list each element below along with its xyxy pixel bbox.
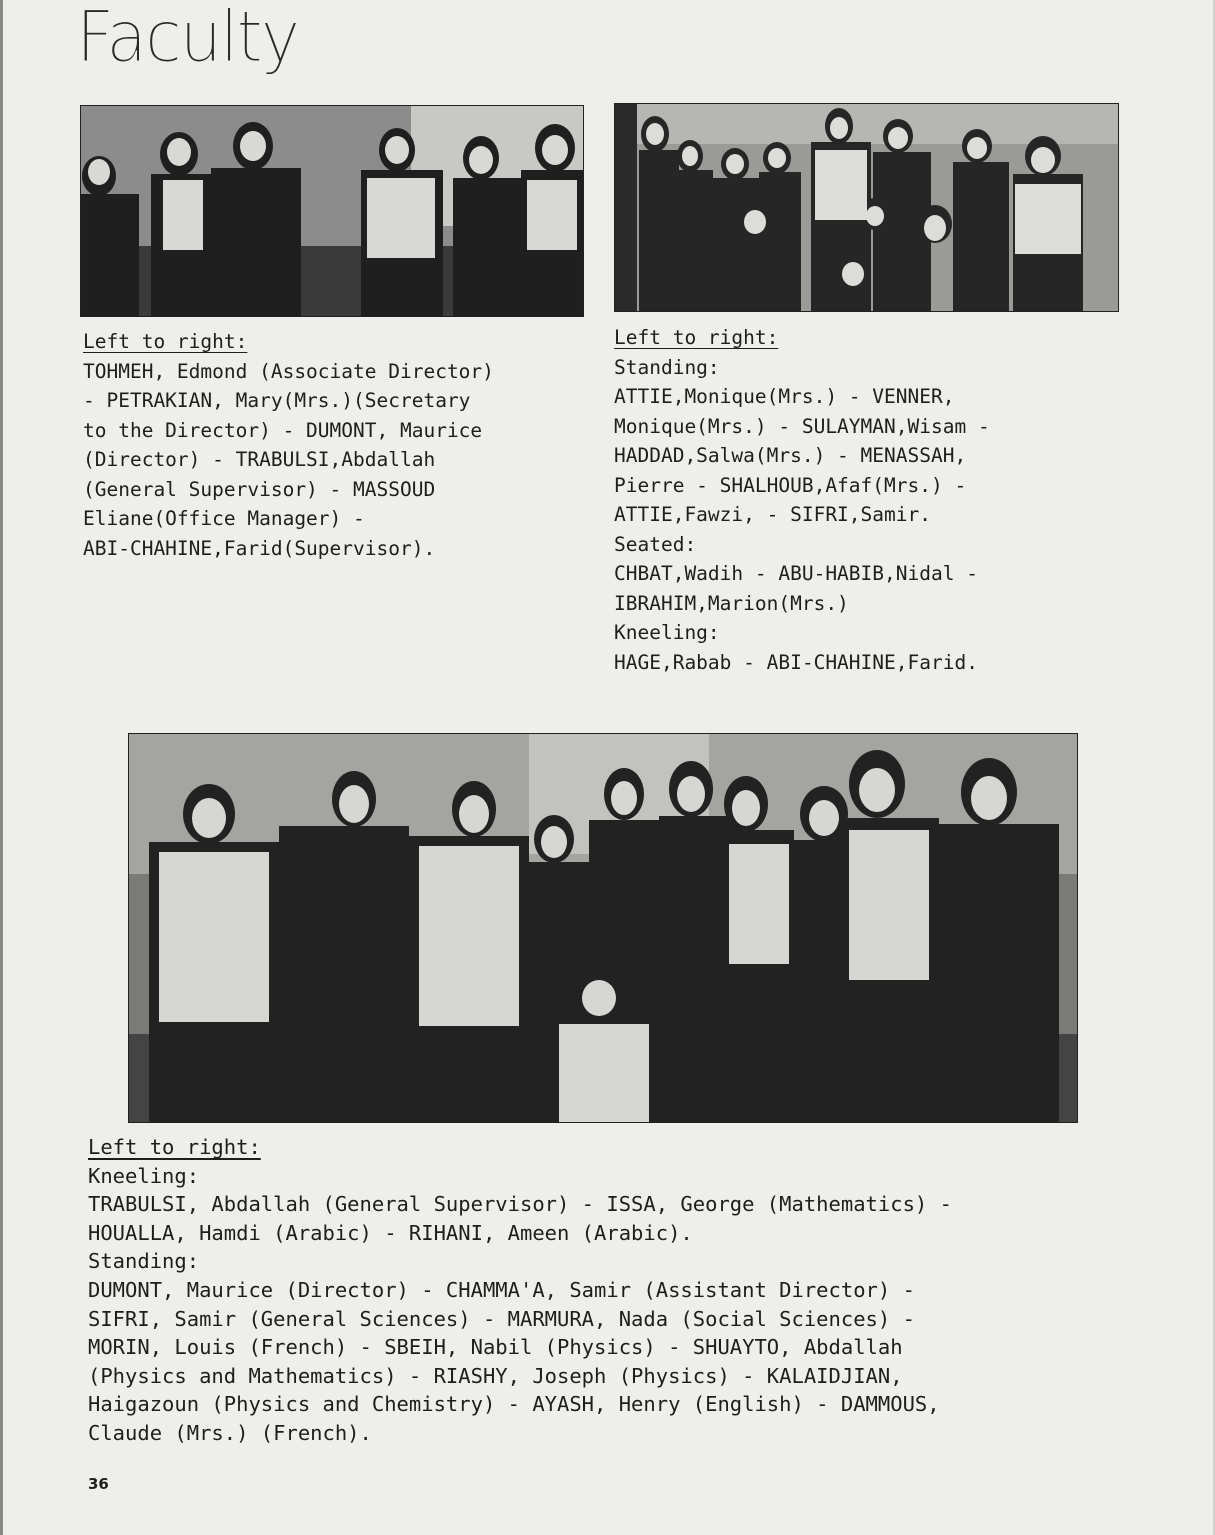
- caption-line: HOUALLA, Hamdi (Arabic) - RIHANI, Ameen (Arabic).: [88, 1220, 693, 1245]
- page-binding-edge: [0, 0, 3, 1535]
- caption-line: (General Supervisor) - MASSOUD: [83, 477, 436, 501]
- caption-faculty-group-1: [614, 323, 990, 677]
- caption-line: Kneeling:: [88, 1163, 200, 1188]
- caption-line: Standing:: [88, 1249, 200, 1274]
- caption-line: ATTIE,Monique(Mrs.) - VENNER,: [614, 385, 955, 408]
- caption-line: Standing:: [614, 355, 720, 379]
- photo-faculty-group-2: [128, 733, 1078, 1123]
- caption-line: HADDAD,Salwa(Mrs.) - MENASSAH,: [614, 444, 967, 467]
- caption-line: Monique(Mrs.) - SULAYMAN,Wisam -: [614, 414, 990, 438]
- caption-line: Seated:: [614, 532, 697, 556]
- caption-heading: Left to right:: [614, 326, 779, 349]
- photo-administrators: [80, 105, 584, 317]
- page-number: 36: [88, 1475, 109, 1493]
- caption-line: SIFRI, Samir (General Sciences) - MARMURA, Nada (Social Sciences) -: [88, 1306, 915, 1331]
- caption-line: Eliane(Office Manager) -: [83, 507, 365, 530]
- caption-faculty-group-2: [88, 1133, 952, 1448]
- caption-line: Pierre - SHALHOUB,Afaf(Mrs.) -: [614, 473, 967, 497]
- caption-line: Haigazoun (Physics and Chemistry) - AYASH, Henry (English) - DAMMOUS,: [88, 1392, 940, 1417]
- caption-line: - PETRAKIAN, Mary(Mrs.)(Secretary: [83, 389, 471, 412]
- caption-line: DUMONT, Maurice (Director) - CHAMMA'A, Samir (Assistant Director) -: [88, 1277, 915, 1302]
- caption-heading: Left to right:: [88, 1135, 261, 1159]
- caption-line: TRABULSI, Abdallah (General Supervisor) - ISSA, George (Mathematics) -: [88, 1192, 952, 1217]
- caption-line: CHBAT,Wadih - ABU-HABIB,Nidal -: [614, 562, 978, 585]
- caption-line: MORIN, Louis (French) - SBEIH, Nabil (Physics) - SHUAYTO, Abdallah: [88, 1335, 903, 1360]
- caption-line: HAGE,Rabab - ABI-CHAHINE,Farid.: [614, 650, 978, 674]
- caption-line: (Physics and Mathematics) - RIASHY, Joseph (Physics) - KALAIDJIAN,: [88, 1363, 903, 1388]
- caption-line: ATTIE,Fawzi, - SIFRI,Samir.: [614, 503, 931, 526]
- caption-line: TOHMEH, Edmond (Associate Director): [83, 359, 494, 383]
- caption-line: Kneeling:: [614, 621, 720, 644]
- photo-faculty-group-1: [614, 103, 1119, 312]
- caption-heading: Left to right:: [83, 330, 248, 353]
- caption-line: Claude (Mrs.) (French).: [88, 1420, 372, 1445]
- caption-line: to the Director) - DUMONT, Maurice: [83, 418, 483, 442]
- caption-line: (Director) - TRABULSI,Abdallah: [83, 448, 436, 471]
- caption-line: IBRAHIM,Marion(Mrs.): [614, 591, 849, 615]
- page-title: Faculty: [76, 0, 299, 78]
- caption-line: ABI-CHAHINE,Farid(Supervisor).: [83, 536, 436, 560]
- caption-administrators: [83, 327, 494, 563]
